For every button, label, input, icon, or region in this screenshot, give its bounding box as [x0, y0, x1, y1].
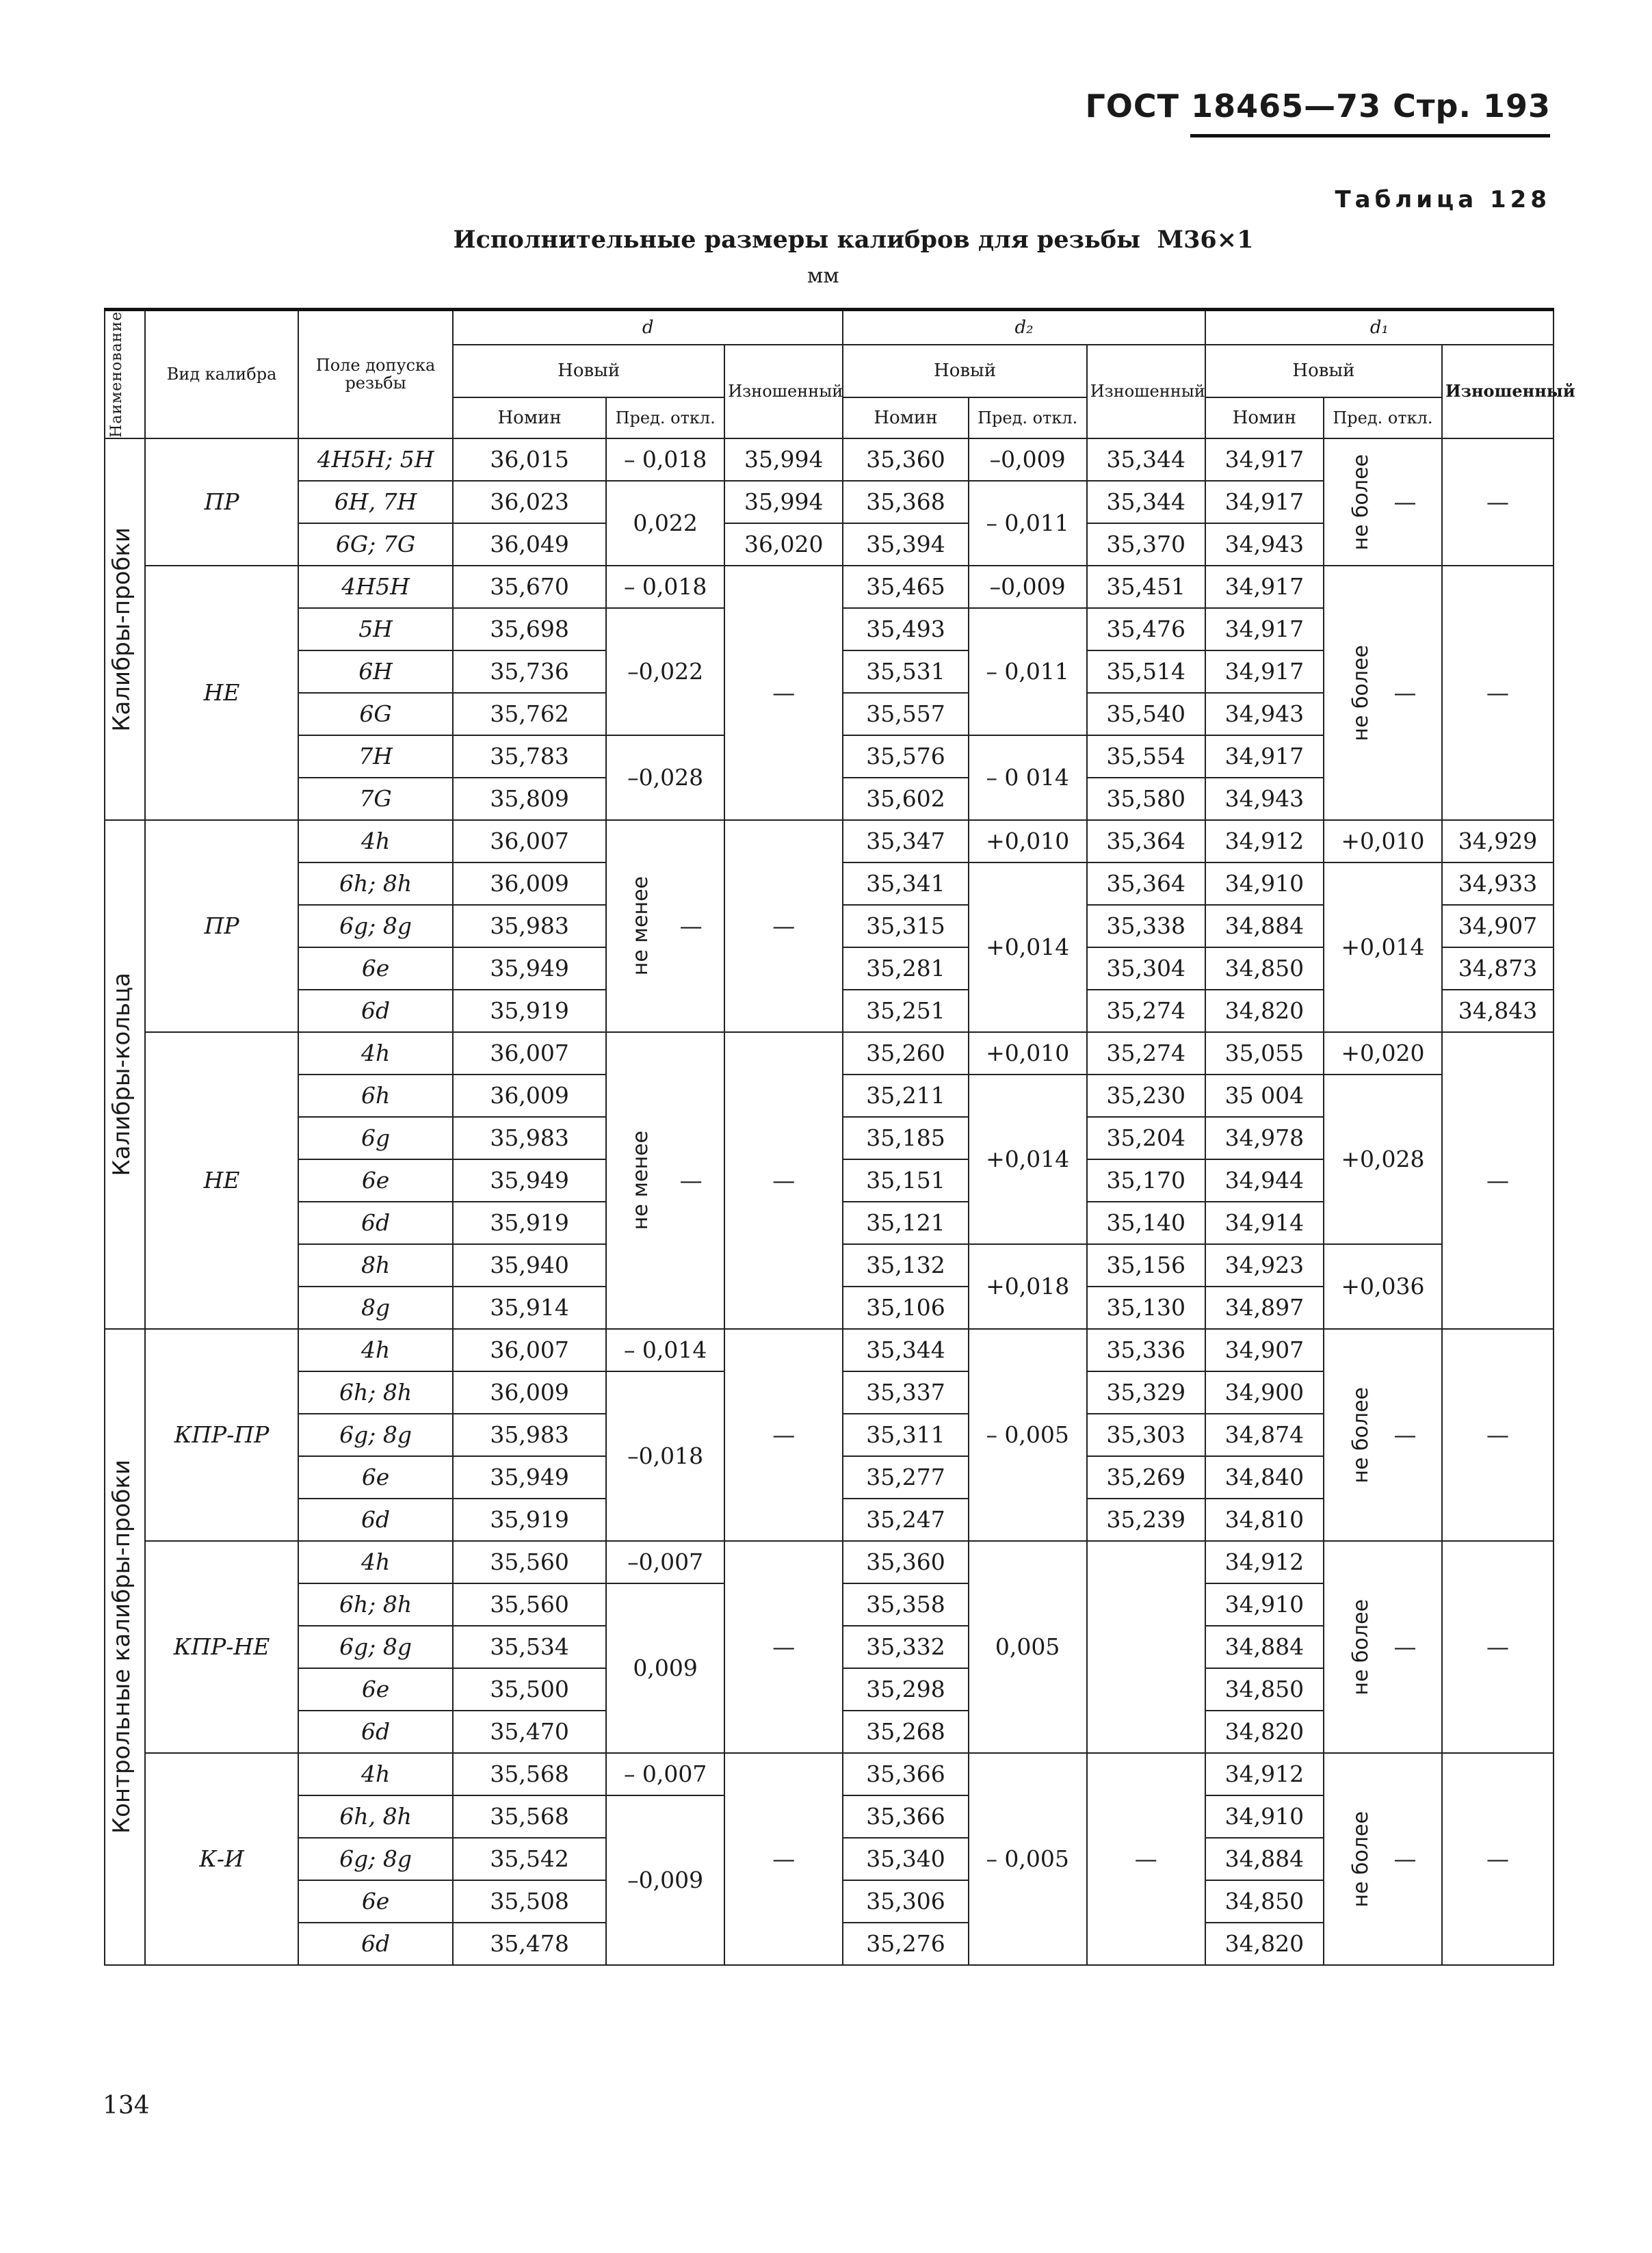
kind-cell: КПР-НЕ: [145, 1541, 298, 1753]
d-nominal-cell: 35,670: [453, 566, 606, 608]
d-nominal-cell: 35,919: [453, 990, 606, 1032]
d-nominal-cell: 35,560: [453, 1583, 606, 1626]
d1-nominal-cell: 34,850: [1205, 1880, 1324, 1923]
d2-nominal-header: Номин: [843, 397, 968, 438]
tolerance-cell: 6e: [298, 1668, 453, 1711]
d-dev-cell: – 0,007: [606, 1753, 724, 1795]
d1-dev-cell: не более —: [1324, 1541, 1442, 1753]
d1-nominal-cell: 34,910: [1205, 1795, 1324, 1838]
d2-worn-cell: 35,344: [1087, 481, 1205, 523]
d-nominal-cell: 36,009: [453, 1371, 606, 1414]
d2-nominal-cell: 35,315: [843, 905, 968, 947]
d-nominal-header: Номин: [453, 397, 606, 438]
d1-worn-cell: 34,843: [1442, 990, 1553, 1032]
d-nominal-cell: 35,478: [453, 1923, 606, 1965]
d-nominal-cell: 35,983: [453, 905, 606, 947]
d2-dev-cell: – 0 014: [969, 735, 1087, 820]
d2-nominal-cell: 35,132: [843, 1244, 968, 1287]
table-row: [105, 566, 1553, 608]
tolerance-cell: 7H: [298, 735, 453, 778]
d-nominal-cell: 36,007: [453, 820, 606, 862]
d-worn-cell: —: [724, 1753, 843, 1965]
tolerance-cell: 6d: [298, 1202, 453, 1244]
tolerance-cell: 6e: [298, 1880, 453, 1923]
d-nominal-cell: 35,919: [453, 1499, 606, 1541]
d1-nominal-cell: 34,914: [1205, 1202, 1324, 1244]
table-row: [105, 820, 1553, 862]
d1-nominal-cell: 34,912: [1205, 1753, 1324, 1795]
tolerance-cell: 6d: [298, 1711, 453, 1753]
d1-nominal-cell: 35,055: [1205, 1032, 1324, 1075]
d-dev-cell: 0,022: [606, 481, 724, 566]
tolerance-cell: 6d: [298, 990, 453, 1032]
d2-worn-cell: 35,364: [1087, 820, 1205, 862]
d-nominal-cell: 36,023: [453, 481, 606, 523]
tolerance-cell: 6g; 8g: [298, 1626, 453, 1668]
table-row: [105, 1032, 1553, 1075]
d2-nominal-cell: 35,298: [843, 1668, 968, 1711]
d2-dev-cell: +0,014: [969, 1075, 1087, 1244]
kind-cell: ПР: [145, 820, 298, 1032]
d2-nominal-cell: 35,358: [843, 1583, 968, 1626]
d1-dev-cell: +0,010: [1324, 820, 1442, 862]
tolerance-cell: 6h: [298, 1075, 453, 1117]
d2-dev-cell: – 0,011: [969, 481, 1087, 566]
d1-worn-cell: —: [1442, 1753, 1553, 1965]
d1-dev-cell: +0,020: [1324, 1032, 1442, 1075]
d-worn-cell: —: [724, 1541, 843, 1753]
d2-dev-header: Пред. откл.: [969, 397, 1087, 438]
table-title: [0, 226, 1652, 254]
d-nominal-cell: 35,568: [453, 1795, 606, 1838]
d2-nominal-cell: 35,576: [843, 735, 968, 778]
d1-nominal-cell: 34,840: [1205, 1456, 1324, 1499]
d1-dev-cell: не более —: [1324, 1753, 1442, 1965]
d-nominal-cell: 35,809: [453, 778, 606, 820]
d2-worn-cell: 35,130: [1087, 1287, 1205, 1329]
kind-cell: НЕ: [145, 566, 298, 820]
d2-worn-cell: 35,140: [1087, 1202, 1205, 1244]
d2-dev-cell: –0,009: [969, 566, 1087, 608]
d-nominal-cell: 35,698: [453, 608, 606, 650]
d1-worn-cell: 34,907: [1442, 905, 1553, 947]
d-nominal-cell: 35,983: [453, 1414, 606, 1456]
d1-nominal-cell: 34,917: [1205, 608, 1324, 650]
d-nominal-cell: 35,949: [453, 1159, 606, 1202]
d2-nominal-cell: 35,341: [843, 862, 968, 905]
tolerance-cell: 6H: [298, 650, 453, 693]
tolerance-cell: 4h: [298, 1032, 453, 1075]
d2-dev-cell: +0,018: [969, 1244, 1087, 1329]
d2-nominal-cell: 35,260: [843, 1032, 968, 1075]
d1-nominal-cell: 34,897: [1205, 1287, 1324, 1329]
d2-nominal-cell: 35,281: [843, 947, 968, 990]
col-tolerance-header: Поле допуска резьбы: [298, 310, 453, 438]
d2-nominal-cell: 35,394: [843, 523, 968, 566]
d1-dev-cell: не более —: [1324, 566, 1442, 820]
d1-nominal-cell: 34,884: [1205, 1626, 1324, 1668]
d1-nominal-cell: 34,912: [1205, 1541, 1324, 1583]
d1-nominal-cell: 34,910: [1205, 1583, 1324, 1626]
d2-nominal-cell: 35,465: [843, 566, 968, 608]
d1-worn-header: Изношенный: [1442, 345, 1553, 438]
d-dev-cell: не менее —: [606, 820, 724, 1032]
d2-worn-cell: 35,554: [1087, 735, 1205, 778]
d1-nominal-cell: 34,917: [1205, 650, 1324, 693]
kind-cell: ПР: [145, 438, 298, 566]
tolerance-cell: 5H: [298, 608, 453, 650]
d-nominal-cell: 35,949: [453, 1456, 606, 1499]
d1-dev-cell: не более —: [1324, 1329, 1442, 1541]
d2-nominal-cell: 35,185: [843, 1117, 968, 1159]
d-nominal-cell: 35,983: [453, 1117, 606, 1159]
d2-worn-cell: 35,514: [1087, 650, 1205, 693]
d2-nominal-cell: 35,151: [843, 1159, 968, 1202]
d2-nominal-cell: 35,493: [843, 608, 968, 650]
tolerance-cell: 4h: [298, 1329, 453, 1371]
tolerance-cell: 6h, 8h: [298, 1795, 453, 1838]
d-nominal-cell: 35,560: [453, 1541, 606, 1583]
d-dev-cell: –0,018: [606, 1371, 724, 1541]
d2-worn-cell: —: [1087, 1753, 1205, 1965]
d1-dev-cell: не более —: [1324, 438, 1442, 566]
d1-nominal-cell: 35 004: [1205, 1075, 1324, 1117]
d-nominal-cell: 35,736: [453, 650, 606, 693]
d2-worn-cell: 35,204: [1087, 1117, 1205, 1159]
d2-nominal-cell: 35,311: [843, 1414, 968, 1456]
tolerance-cell: 4h: [298, 1541, 453, 1583]
d2-nominal-cell: 35,557: [843, 693, 968, 735]
d2-worn-cell: 35,336: [1087, 1329, 1205, 1371]
tolerance-cell: 8h: [298, 1244, 453, 1287]
d2-dev-cell: – 0,005: [969, 1753, 1087, 1965]
col-d-header: d: [453, 310, 843, 345]
d2-worn-cell: 35,170: [1087, 1159, 1205, 1202]
tolerance-cell: 6g; 8g: [298, 1838, 453, 1880]
d2-worn-cell: 35,540: [1087, 693, 1205, 735]
d2-nominal-cell: 35,251: [843, 990, 968, 1032]
d2-worn-cell: 35,476: [1087, 608, 1205, 650]
d2-worn-cell: 35,370: [1087, 523, 1205, 566]
d1-dev-cell: +0,014: [1324, 862, 1442, 1032]
d-nominal-cell: 35,500: [453, 1668, 606, 1711]
d1-worn-cell: 34,873: [1442, 947, 1553, 990]
table-row: [105, 1329, 1553, 1371]
d-nominal-cell: 35,914: [453, 1287, 606, 1329]
d-nominal-cell: 35,783: [453, 735, 606, 778]
d1-worn-cell: —: [1442, 566, 1553, 820]
d2-worn-cell: 35,156: [1087, 1244, 1205, 1287]
page-header: ГОСТ 18465—73 Стр. 193: [1085, 88, 1551, 124]
title-text: Исполнительные размеры калибров для резьбы: [453, 226, 1141, 254]
d-worn-cell: 35,994: [724, 481, 843, 523]
d1-nominal-cell: 34,884: [1205, 1838, 1324, 1880]
col-d1-header: d₁: [1205, 310, 1553, 345]
d-dev-cell: – 0,018: [606, 438, 724, 481]
d2-worn-cell: 35,239: [1087, 1499, 1205, 1541]
d1-nominal-cell: 34,884: [1205, 905, 1324, 947]
d2-worn-cell: 35,451: [1087, 566, 1205, 608]
d1-dev-header: Пред. откл.: [1324, 397, 1442, 438]
d-nominal-cell: 36,007: [453, 1329, 606, 1371]
d1-dev-cell: +0,028: [1324, 1075, 1442, 1244]
d-dev-header: Пред. откл.: [606, 397, 724, 438]
tolerance-cell: 6g; 8g: [298, 1414, 453, 1456]
d1-nominal-cell: 34,820: [1205, 1711, 1324, 1753]
tolerance-cell: 6h; 8h: [298, 1583, 453, 1626]
d1-nominal-cell: 34,850: [1205, 1668, 1324, 1711]
d2-worn-cell: 35,580: [1087, 778, 1205, 820]
tolerance-cell: 6d: [298, 1499, 453, 1541]
d2-dev-cell: +0,010: [969, 1032, 1087, 1075]
d2-nominal-cell: 35,531: [843, 650, 968, 693]
d1-nominal-cell: 34,910: [1205, 862, 1324, 905]
d1-nominal-cell: 34,820: [1205, 990, 1324, 1032]
kind-cell: НЕ: [145, 1032, 298, 1329]
d-worn-cell: —: [724, 566, 843, 820]
d2-worn-cell: 35,274: [1087, 1032, 1205, 1075]
header-rule: [1190, 134, 1550, 137]
d-dev-cell: –0,007: [606, 1541, 724, 1583]
d1-nominal-cell: 34,923: [1205, 1244, 1324, 1287]
table-row: [105, 1753, 1553, 1795]
d-worn-header: Изношенный: [724, 345, 843, 438]
page-number: 134: [103, 2092, 150, 2120]
d2-worn-cell: 35,303: [1087, 1414, 1205, 1456]
d-nominal-cell: 36,049: [453, 523, 606, 566]
tolerance-cell: 6g; 8g: [298, 905, 453, 947]
d2-nominal-cell: 35,347: [843, 820, 968, 862]
d2-worn-cell: 35,338: [1087, 905, 1205, 947]
d1-nominal-cell: 34,917: [1205, 481, 1324, 523]
d-nominal-cell: 35,762: [453, 693, 606, 735]
gauge-dimensions-table: [104, 308, 1575, 1966]
d1-worn-cell: 34,929: [1442, 820, 1553, 862]
d2-nominal-cell: 35,337: [843, 1371, 968, 1414]
tolerance-cell: 6G; 7G: [298, 523, 453, 566]
d-nominal-cell: 35,534: [453, 1626, 606, 1668]
d2-worn-cell: 35,344: [1087, 438, 1205, 481]
d2-nominal-cell: 35,276: [843, 1923, 968, 1965]
d-nominal-cell: 35,470: [453, 1711, 606, 1753]
d-dev-cell: – 0,014: [606, 1329, 724, 1371]
d1-nominal-header: Номин: [1205, 397, 1324, 438]
tolerance-cell: 4h: [298, 1753, 453, 1795]
group-ring-gauges: Калибры-кольца: [105, 820, 145, 1329]
d2-nominal-cell: 35,277: [843, 1456, 968, 1499]
d1-worn-cell: —: [1442, 1032, 1553, 1329]
d-nominal-cell: 35,919: [453, 1202, 606, 1244]
d-nominal-cell: 36,009: [453, 1075, 606, 1117]
d1-nominal-cell: 34,943: [1205, 693, 1324, 735]
d2-worn-cell: 35,329: [1087, 1371, 1205, 1414]
d2-worn-cell: 35,269: [1087, 1456, 1205, 1499]
d-worn-cell: —: [724, 1329, 843, 1541]
tolerance-cell: 6e: [298, 947, 453, 990]
tolerance-cell: 6d: [298, 1923, 453, 1965]
d2-nominal-cell: 35,340: [843, 1838, 968, 1880]
tolerance-cell: 6g: [298, 1117, 453, 1159]
tolerance-cell: 6e: [298, 1456, 453, 1499]
d1-nominal-cell: 34,874: [1205, 1414, 1324, 1456]
kind-cell: К-И: [145, 1753, 298, 1965]
d1-nominal-cell: 34,917: [1205, 566, 1324, 608]
tolerance-cell: 6e: [298, 1159, 453, 1202]
d1-nominal-cell: 34,917: [1205, 438, 1324, 481]
d1-nominal-cell: 34,850: [1205, 947, 1324, 990]
d2-nominal-cell: 35,306: [843, 1880, 968, 1923]
d2-dev-cell: +0,010: [969, 820, 1087, 862]
d1-nominal-cell: 34,810: [1205, 1499, 1324, 1541]
d2-nominal-cell: 35,344: [843, 1329, 968, 1371]
units-label: мм: [807, 264, 839, 288]
d1-nominal-cell: 34,943: [1205, 778, 1324, 820]
d1-nominal-cell: 34,978: [1205, 1117, 1324, 1159]
group-control-plug-gauges: Контрольные калибры-пробки: [105, 1329, 145, 1965]
d1-nominal-cell: 34,820: [1205, 1923, 1324, 1965]
d2-new-header: Новый: [843, 345, 1086, 397]
d2-nominal-cell: 35,366: [843, 1795, 968, 1838]
tolerance-cell: 6G: [298, 693, 453, 735]
d2-nominal-cell: 35,366: [843, 1753, 968, 1795]
d2-dev-cell: –0,009: [969, 438, 1087, 481]
d-new-header: Новый: [453, 345, 724, 397]
d-dev-cell: –0,022: [606, 608, 724, 735]
group-plug-gauges: Калибры-пробки: [105, 438, 145, 820]
d-nominal-cell: 36,007: [453, 1032, 606, 1075]
d2-worn-cell: 35,364: [1087, 862, 1205, 905]
d1-nominal-cell: 34,907: [1205, 1329, 1324, 1371]
d2-dev-cell: +0,014: [969, 862, 1087, 1032]
tolerance-cell: 8g: [298, 1287, 453, 1329]
d1-nominal-cell: 34,943: [1205, 523, 1324, 566]
d1-new-header: Новый: [1205, 345, 1442, 397]
d2-nominal-cell: 35,360: [843, 438, 968, 481]
tolerance-cell: 6h; 8h: [298, 1371, 453, 1414]
d2-dev-cell: 0,005: [969, 1541, 1087, 1753]
tolerance-cell: 6h; 8h: [298, 862, 453, 905]
col-name-header: Наименование: [105, 310, 145, 438]
d2-nominal-cell: 35,268: [843, 1711, 968, 1753]
d-nominal-cell: 35,940: [453, 1244, 606, 1287]
tolerance-cell: 4H5H: [298, 566, 453, 608]
d-dev-cell: не менее —: [606, 1032, 724, 1329]
d-nominal-cell: 36,009: [453, 862, 606, 905]
d-nominal-cell: 35,542: [453, 1838, 606, 1880]
d2-worn-cell: 35,274: [1087, 990, 1205, 1032]
d2-worn-cell: 35,304: [1087, 947, 1205, 990]
d2-worn-header: Изношенный: [1087, 345, 1205, 438]
d-worn-cell: —: [724, 1032, 843, 1329]
d1-worn-cell: 34,933: [1442, 862, 1553, 905]
d1-dev-cell: +0,036: [1324, 1244, 1442, 1329]
d2-nominal-cell: 35,121: [843, 1202, 968, 1244]
col-kind-header: Вид калибра: [145, 310, 298, 438]
d2-dev-cell: – 0,011: [969, 608, 1087, 735]
d2-nominal-cell: 35,602: [843, 778, 968, 820]
d2-worn-cell: 35,230: [1087, 1075, 1205, 1117]
d1-worn-cell: —: [1442, 438, 1553, 566]
d1-nominal-cell: 34,917: [1205, 735, 1324, 778]
table-number: Таблица 128: [1335, 186, 1551, 213]
d-dev-cell: –0,009: [606, 1795, 724, 1965]
d2-nominal-cell: 35,106: [843, 1287, 968, 1329]
d-dev-cell: 0,009: [606, 1583, 724, 1753]
tolerance-cell: 7G: [298, 778, 453, 820]
d-dev-cell: – 0,018: [606, 566, 724, 608]
d-dev-cell: –0,028: [606, 735, 724, 820]
tolerance-cell: 6H, 7H: [298, 481, 453, 523]
d-nominal-cell: 35,949: [453, 947, 606, 990]
d-nominal-cell: 35,568: [453, 1753, 606, 1795]
d2-nominal-cell: 35,368: [843, 481, 968, 523]
d1-worn-cell: —: [1442, 1541, 1553, 1753]
d2-nominal-cell: 35,360: [843, 1541, 968, 1583]
d1-nominal-cell: 34,944: [1205, 1159, 1324, 1202]
d2-nominal-cell: 35,332: [843, 1626, 968, 1668]
kind-cell: КПР-ПР: [145, 1329, 298, 1541]
table-row: [105, 438, 1553, 481]
d1-nominal-cell: 34,912: [1205, 820, 1324, 862]
tolerance-cell: 4H5H; 5H: [298, 438, 453, 481]
table-row: [105, 1541, 1553, 1583]
d2-worn-cell: [1087, 1541, 1205, 1753]
d2-nominal-cell: 35,247: [843, 1499, 968, 1541]
title-thread: M36×1: [1157, 226, 1254, 254]
d1-worn-cell: —: [1442, 1329, 1553, 1541]
tolerance-cell: 4h: [298, 820, 453, 862]
d-worn-cell: —: [724, 820, 843, 1032]
d-worn-cell: 36,020: [724, 523, 843, 566]
col-d2-header: d₂: [843, 310, 1205, 345]
d-nominal-cell: 35,508: [453, 1880, 606, 1923]
d-nominal-cell: 36,015: [453, 438, 606, 481]
d-worn-cell: 35,994: [724, 438, 843, 481]
d2-dev-cell: – 0,005: [969, 1329, 1087, 1541]
d2-nominal-cell: 35,211: [843, 1075, 968, 1117]
d1-nominal-cell: 34,900: [1205, 1371, 1324, 1414]
